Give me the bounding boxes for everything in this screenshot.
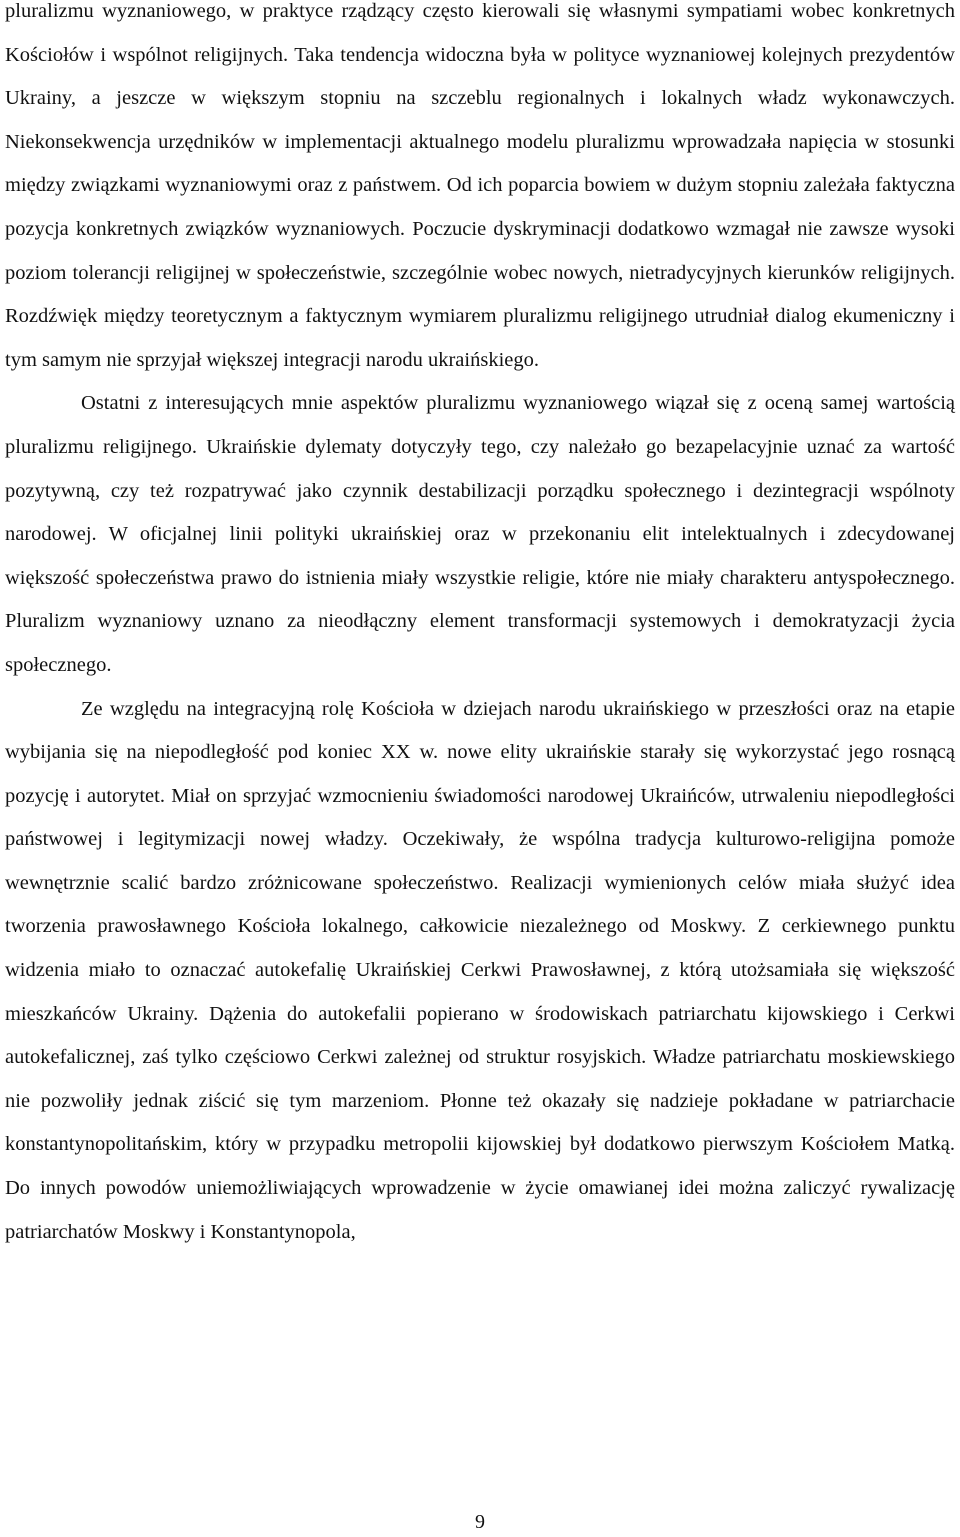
- paragraph-1: pluralizmu wyznaniowego, w praktyce rządzący często kierowali się własnymi sympatiami wobec konkretnych Kościołów i wspólnot religijnych. Taka tendencja widoczna była w polityce wyznaniowej kolejnych prezydentów Ukrainy, a jeszcze w większym stopniu na szczeblu regionalnych i lokalnych władz wykonawczych. Niekonsekwencja urzędników w implementacji aktualnego modelu pluralizmu wprowadzała napięcia w stosunki między związkami wyznaniowymi oraz z państwem. Od ich poparcia bowiem w dużym stopniu zależała faktyczna pozycja konkretnych związków wyznaniowych. Poczucie dyskryminacji dodatkowo wzmagał nie zawsze wysoki poziom tolerancji religijnej w społeczeństwie, szczególnie wobec nowych, nietradycyjnych kierunków religijnych. Rozdźwięk między teoretycznym a faktycznym wymiarem pluralizmu religijnego utrudniał dialog ekumeniczny i tym samym nie sprzyjał większej integracji narodu ukraińskiego.: [5, 0, 955, 371]
- paragraph-3: Ze względu na integracyjną rolę Kościoła w dziejach narodu ukraińskiego w przeszłości oraz na etapie wybijania się na niepodległość pod koniec XX w. nowe elity ukraińskie starały się wykorzystać jego rosnącą pozycję i autorytet. Miał on sprzyjać wzmocnieniu świadomości narodowej Ukraińców, utrwaleniu niepodległości państwowej i legitymizacji nowej władzy. Oczekiwały, że wspólna tradycja kulturowo-religijna pomoże wewnętrznie scalić bardzo zróżnicowane społeczeństwo. Realizacji wymienionych celów miała służyć idea tworzenia prawosławnego Kościoła lokalnego, całkowicie niezależnego od Moskwy. Z cerkiewnego punktu widzenia miało to oznaczać autokefalię Ukraińskiej Cerkwi Prawosławnej, z którą utożsamiała się większość mieszkańców Ukrainy. Dążenia do autokefalii popierano w środowiskach patriarchatu kijowskiego i Cerkwi autokefalicznej, zaś tylko częściowo Cerkwi zależnej od struktur rosyjskich. Władze patriarchatu moskiewskiego nie pozwoliły jednak ziścić się tym marzeniom. Płonne też okazały się nadzieje pokładane w patriarchacie konstantynopolitańskim, który w przypadku metropolii kijowskiej był dodatkowo pierwszym Kościołem Matką. Do innych powodów uniemożliwiających wprowadzenie w życie omawianej idei można zaliczyć rywalizację patriarchatów Moskwy i Konstantynopola,: [5, 697, 955, 1243]
- paragraph-2: Ostatni z interesujących mnie aspektów pluralizmu wyznaniowego wiązał się z oceną samej wartością pluralizmu religijnego. Ukraińskie dylematy dotyczyły tego, czy należało go bezapelacyjnie uznać za wartość pozytywną, czy też rozpatrywać jako czynnik destabilizacji porządku społecznego i dezintegracji wspólnoty narodowej. W oficjalnej linii polityki ukraińskiej oraz w przekonaniu elit intelektualnych i zdecydowanej większość społeczeństwa prawo do istnienia miały wszystkie religie, które nie miały charakteru antyspołecznego. Pluralizm wyznaniowy uznano za nieodłączny element transformacji systemowych i demokratyzacji życia społecznego.: [5, 392, 955, 676]
- page-number: 9: [475, 1511, 485, 1533]
- document-body: [5, 0, 955, 1254]
